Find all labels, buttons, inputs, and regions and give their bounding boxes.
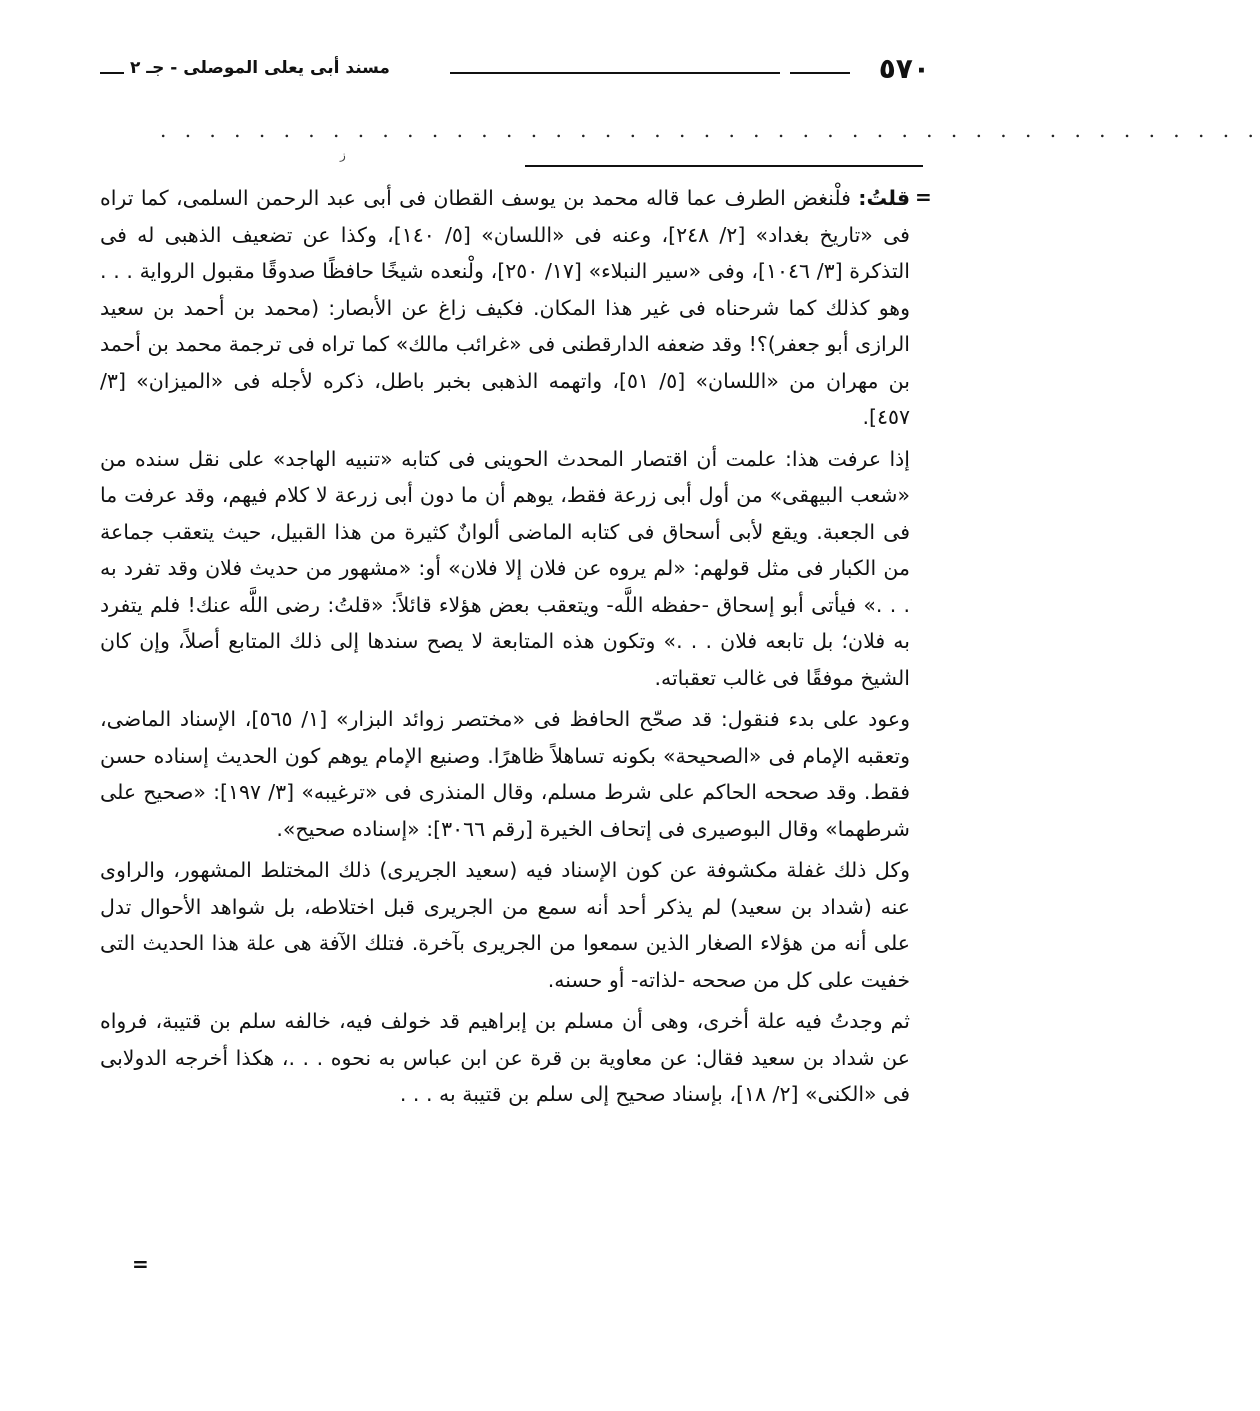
stray-mark: ز (340, 148, 346, 162)
paragraph-5 (100, 1003, 910, 1113)
footnote-body (100, 180, 910, 1118)
page-header (100, 52, 930, 86)
page-number: ٥٧٠ (878, 52, 930, 85)
paragraph-1 (100, 180, 910, 436)
paragraph-text: ثم وجدتُ فيه علة أخرى، وهى أن مسلم بن إبراهيم قد خولف فيه، خالفه سلم بن قتيبة، فرواه عن شداد بن سعيد فقال: عن معاوية بن قرة عن ابن عباس به نحوه . . .، هكذا أخرجه الدولابى فى «الكنى» [٢/ ١٨]، بإسناد صحيح إلى سلم بن قتيبة به . . . (100, 1009, 910, 1106)
continuation-mark-start: = (915, 185, 932, 209)
paragraph-text: فلْنغض الطرف عما قاله محمد بن يوسف القطان فى أبى عبد الرحمن السلمى، كما تراه فى «تاريخ بغداد» [٢/ ٢٤٨]، وعنه فى «اللسان» [٥/ ١٤٠]، وكذا عن تضعيف الذهبى له فى التذكرة [٣/ ١٠٤٦]، وفى «سير النبلاء» [١٧/ ٢٥٠]، ولْنعده شيخًا حافظًا صدوقًا مقبول الرواية . . . وهو كذلك كما شرحناه فى غير هذا المكان. فكيف زاغ عن الأبصار: (محمد بن أحمد بن سعيد الرازى أبو جعفر)؟! وقد ضعفه الدارقطنى فى «غرائب مالك» كما تراه فى ترجمة محمد بن أحمد بن مهران من «اللسان» [٥/ ٥١]، واتهمه الذهبى بخبر باطل، ذكره لأجله فى «الميزان» [٣/ ٤٥٧]. (100, 186, 910, 429)
paragraph-lead: قلتُ: (858, 186, 910, 210)
paragraph-text: إذا عرفت هذا: علمت أن اقتصار المحدث الحوينى فى كتابه «تنبيه الهاجد» على نقل سنده من «شعب البيهقى» من أول أبى زرعة فقط، يوهم أن ما دون أبى زرعة لا كلام فيهم، وقد عرفت ما فى الجعبة. ويقع لأبى أسحاق فى كتابه الماضى ألوانٌ كثيرة من هذا القبيل، حيث يتعقب جماعة من الكبار فى مثل قولهم: «لم يروه عن فلان إلا فلان» أو: «مشهور من حديث فلان وقد تفرد به . . .» فيأتى أبو إسحاق -حفظه اللَّه- ويتعقب بعض هؤلاء قائلاً: «قلتُ: رضى اللَّه عنك! فلم يتفرد به فلان؛ بل تابعه فلان . . .» وتكون هذه المتابعة لا يصح سندها إلى ذلك المتابع أصلاً، وإن كان الشيخ موفقًا فى غالب تعقباته. (100, 446, 910, 690)
paragraph-3 (100, 701, 910, 847)
running-title: مسند أبى يعلى الموصلى - جـ ٢ (130, 58, 390, 78)
paragraph-4 (100, 852, 910, 998)
footnote-divider (525, 165, 923, 167)
header-rule-middle (450, 72, 780, 74)
continuation-mark-end: = (132, 1252, 149, 1276)
paragraph-2 (100, 441, 910, 697)
paragraph-text: وعود على بدء فنقول: قد صحّح الحافظ فى «مختصر زوائد البزار» [١/ ٥٦٥]، الإسناد الماضى، وتعقبه الإمام فى «الصحيحة» بكونه تساهلاً ظاهرًا. وصنيع الإمام يوهم كون الحديث إسناده حسن فقط. وقد صححه الحاكم على شرط مسلم، وقال المنذرى فى «ترغيبه» [٣/ ١٩٧]: «صحيح على شرطهما» وقال البوصيرى فى إتحاف الخيرة [رقم ٣٠٦٦]: «إسناده صحيح». (100, 707, 911, 841)
paragraph-text: وكل ذلك غفلة مكشوفة عن كون الإسناد فيه (سعيد الجريرى) ذلك المختلط المشهور، والراوى عنه (شداد بن سعيد) لم يذكر أحد أنه سمع من الجريرى قبل اختلاطه، بل شواهد الأحوال تدل على أنه من هؤلاء الصغار الذين سمعوا من الجريرى بآخرة. فتلك الآفة هى علة هذا الحديث التى خفيت على كل من صححه -لذاته- أو حسنه. (100, 858, 910, 992)
header-rule-left (100, 72, 124, 74)
header-rule-right (790, 72, 850, 74)
ellipsis-dots: . . . . . . . . . . . . . . . . . . . . . . . . . . . . . . . . . . . . . . . . . . . . . (160, 118, 1260, 142)
